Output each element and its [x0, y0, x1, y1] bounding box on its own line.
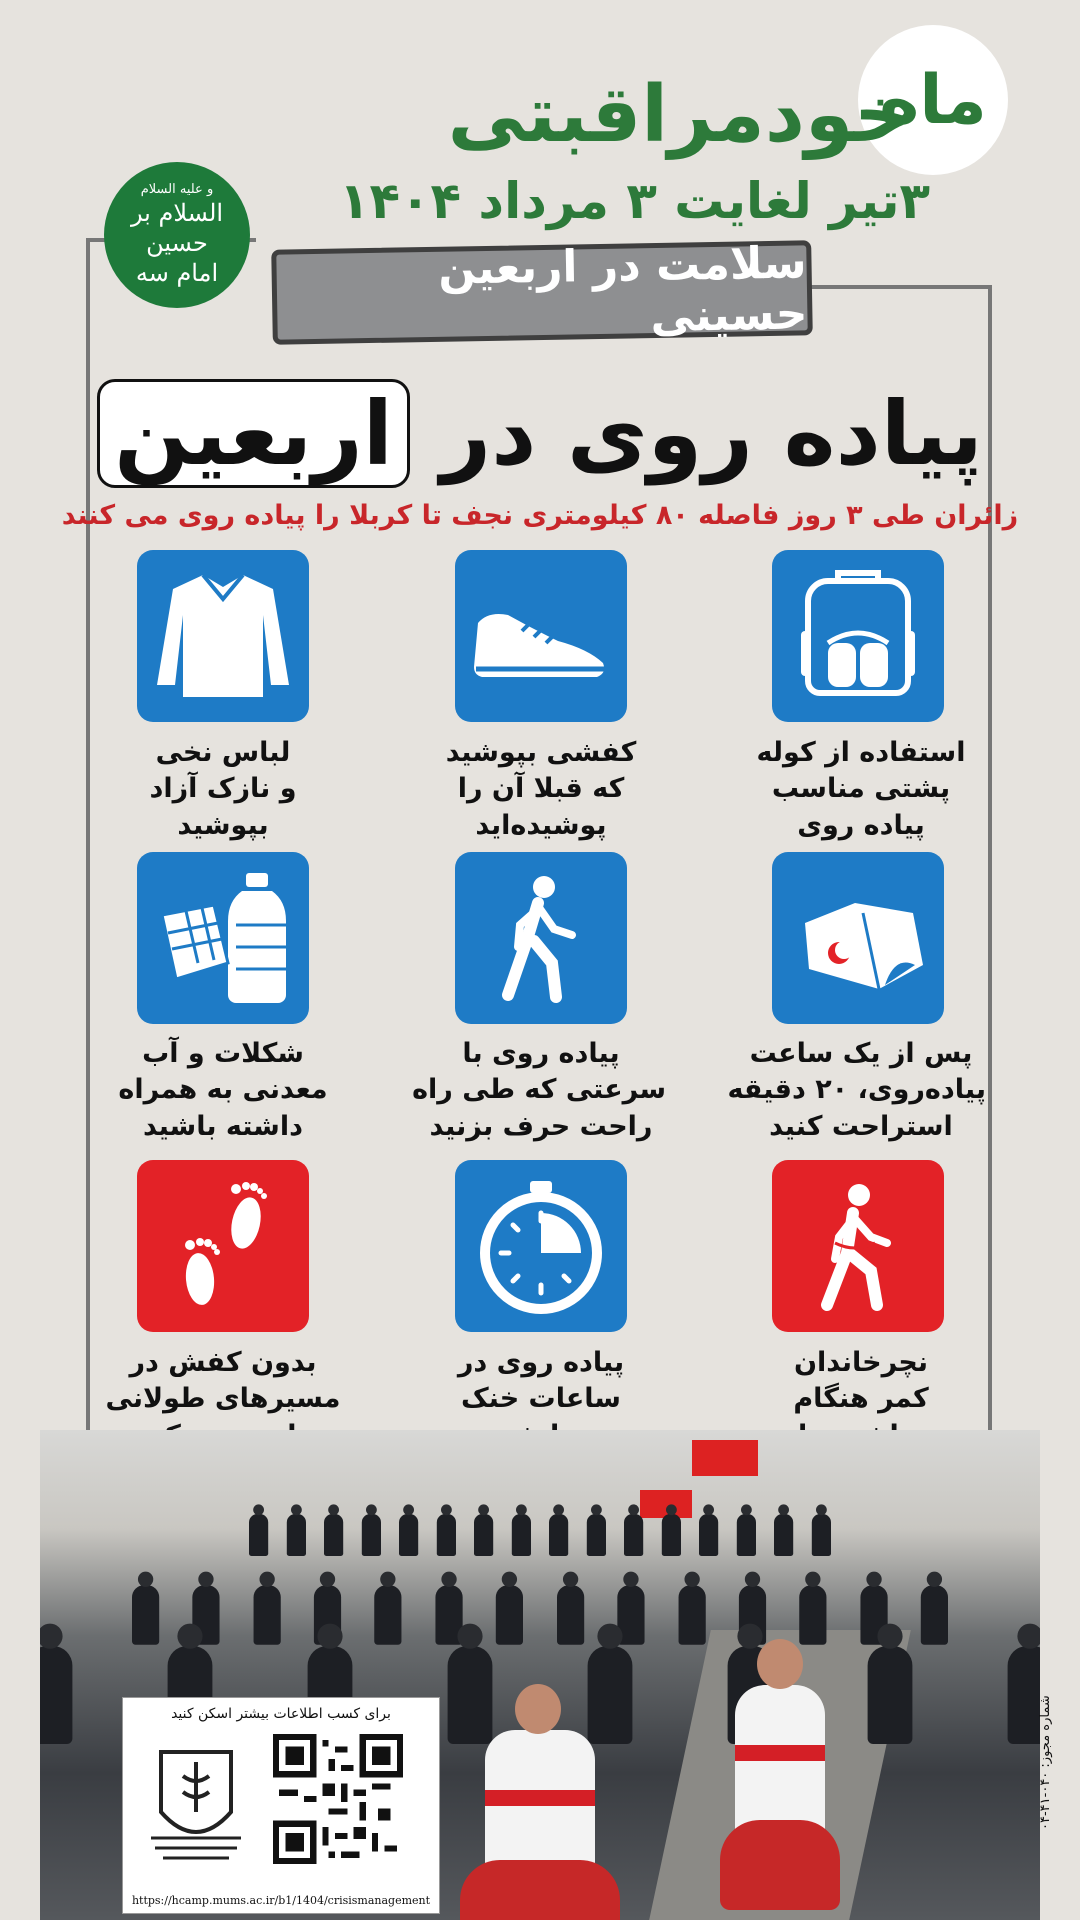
subtitle: زائران طی ۳ روز فاصله ۸۰ کیلومتری نجف تا کربلا را پیاده روی می کنند	[61, 500, 1019, 531]
stopwatch-tile	[455, 1160, 627, 1332]
qr-panel[interactable]	[122, 1697, 440, 1914]
headline-part1: پیاده روی در	[440, 382, 983, 485]
headline-part2: اربعین	[97, 379, 410, 488]
tip-caption-shirt: لباس نخی و نازک آزاد بپوشید	[149, 737, 297, 841]
motorcycle	[720, 1820, 840, 1910]
imam-hussein-seal	[104, 162, 250, 308]
seal-line-2: السلام بر حسین	[130, 199, 224, 258]
campaign-title: خودمراقبتی	[447, 70, 910, 160]
walker-icon	[466, 863, 616, 1013]
page-title	[0, 382, 1080, 485]
motorcycle	[460, 1860, 620, 1920]
tip-caption-sneaker: کفشی بپوشید که قبلا آن را پوشیده‌اید	[445, 737, 637, 841]
date-range: ۳تیر لغایت ۳ مرداد ۱۴۰۴	[338, 172, 930, 230]
footprints-tile	[137, 1160, 309, 1332]
license-number: شماره مجوز: ۰۴۰-۴۱-۰۴	[1038, 1695, 1053, 1830]
tip-caption-walk-speed: پیاده روی با سرعتی که طی راه راحت حرف بزنید	[412, 1038, 666, 1142]
sneaker-tile	[455, 550, 627, 722]
footprints-icon	[148, 1171, 298, 1321]
tip-caption-rest: پس از یک ساعت پیاده‌روی، ۲۰ دقیقه استراحت کنید	[727, 1038, 986, 1142]
backpack-tile	[772, 550, 944, 722]
back-strain-icon	[783, 1171, 933, 1321]
qr-code[interactable]	[273, 1734, 403, 1864]
stopwatch-icon	[466, 1171, 616, 1321]
shirt-tile	[137, 550, 309, 722]
tip-caption-backpack: استفاده از کوله پشتی مناسب پیاده روی	[756, 737, 966, 841]
tent-tile	[772, 852, 944, 1024]
crowd-middle	[115, 1585, 965, 1645]
shirt-icon	[148, 561, 298, 711]
frame-line-top-right	[800, 285, 990, 289]
university-logo-icon	[141, 1742, 251, 1862]
backpack-icon	[783, 561, 933, 711]
red-crescent-rider	[735, 1685, 825, 1835]
seal-line-3: امام سه	[135, 259, 219, 288]
campaign-circle: ماه	[858, 25, 1008, 175]
qr-title: برای کسب اطلاعات بیشتر اسکن کنید	[171, 1706, 391, 1722]
water-chocolate-icon	[148, 863, 298, 1013]
tip-caption-back: نچرخاندان کمر هنگام	[793, 1347, 929, 1415]
sneaker-icon	[466, 561, 616, 711]
back-strain-tile	[772, 1160, 944, 1332]
walker-tile	[455, 852, 627, 1024]
tip-caption-water: شکلات و آب معدنی به همراه داشته باشید	[118, 1038, 328, 1142]
tip-caption-cool-hours: پیاده روی در ساعات خنک	[457, 1347, 625, 1415]
health-banner: سلامت در اربعین حسینی	[271, 240, 813, 344]
crowd-back	[240, 1514, 840, 1556]
tent-icon	[783, 863, 933, 1013]
seal-line-1: و علیه السلام	[140, 181, 214, 197]
water-chocolate-tile	[137, 852, 309, 1024]
tip-caption-barefoot: بدون کفش در مسیرهای طولانی	[105, 1347, 341, 1415]
red-flag	[692, 1440, 758, 1476]
qr-url[interactable]: https://hcamp.mums.ac.ir/b1/1404/crisismanagement	[131, 1894, 431, 1907]
